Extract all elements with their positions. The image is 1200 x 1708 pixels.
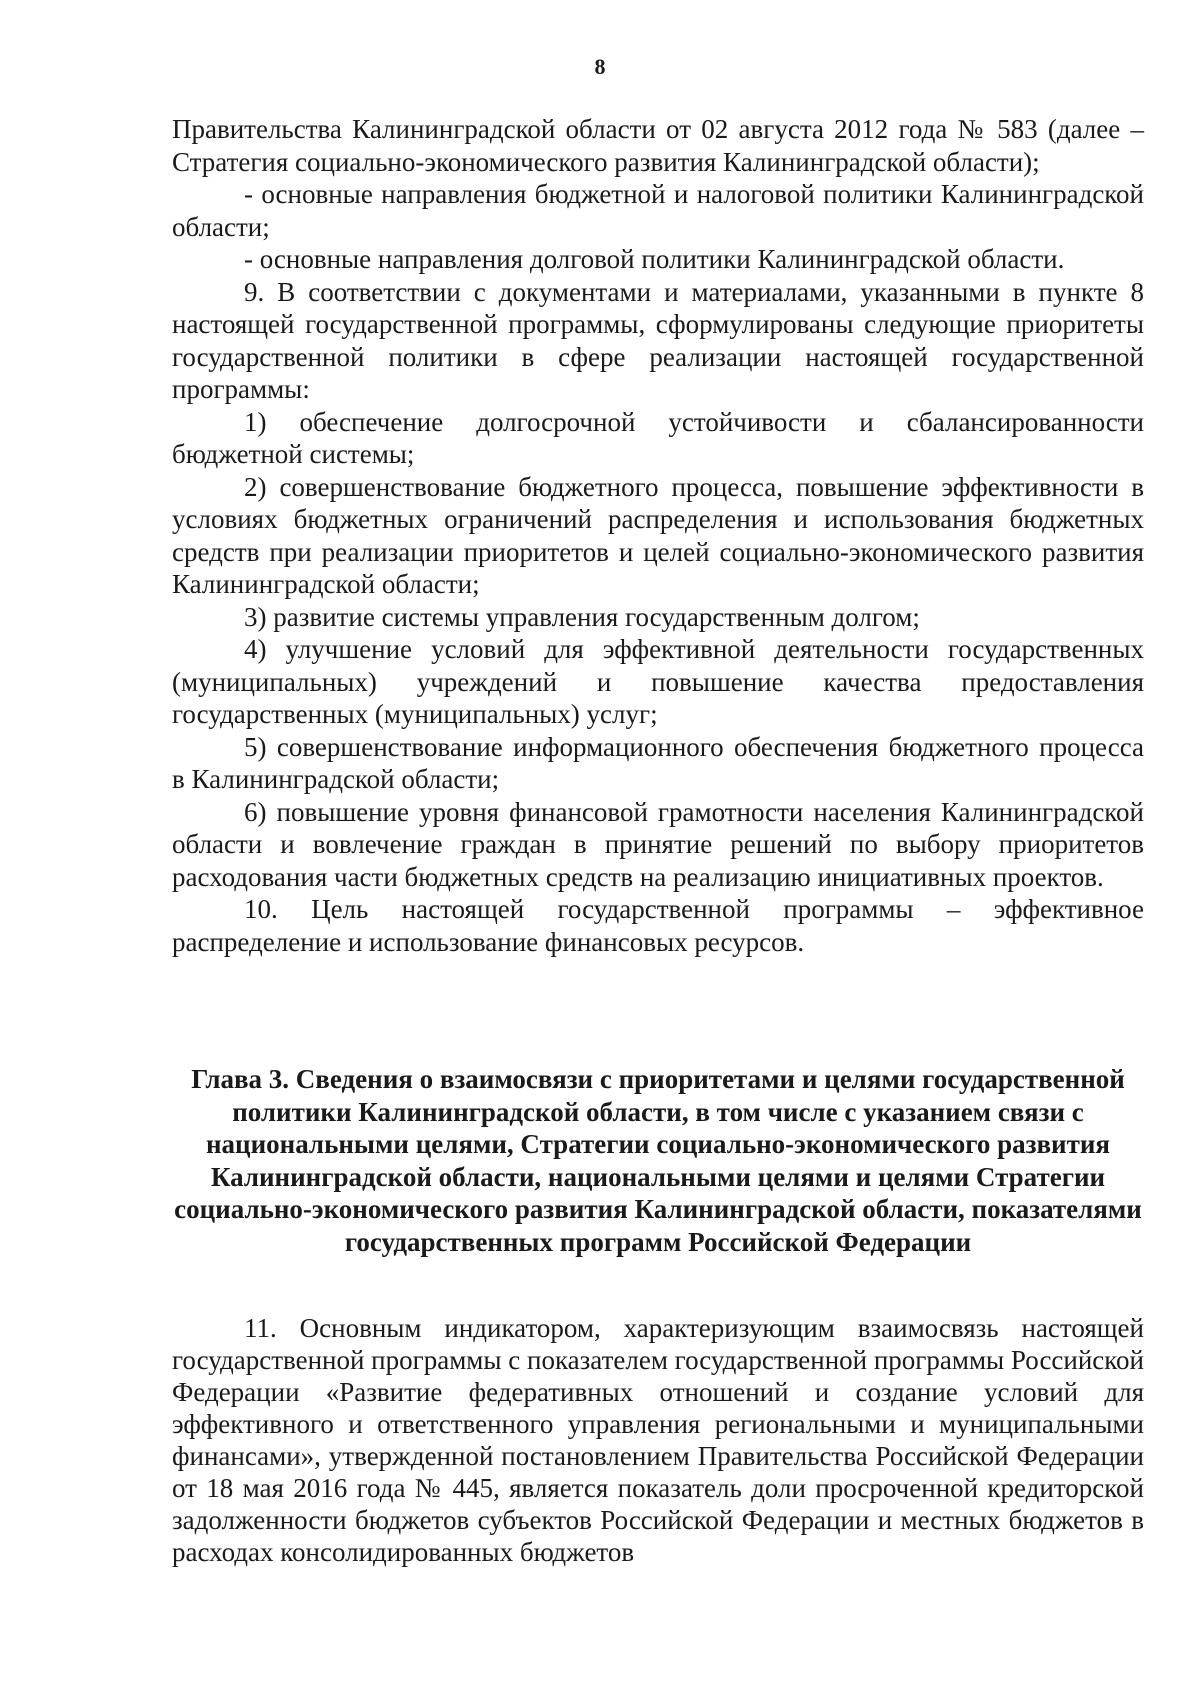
paragraph-strategy-reference: Правительства Калининградской области от 02 августа 2012 года № 583 (далее – Стратегия социально-экономического развития Калининградской области); [172, 114, 1144, 177]
priority-item-3: 3) развитие системы управления государственным долгом; [244, 601, 920, 632]
paragraph-budget-tax-policy: - основные направления бюджетной и налоговой политики Калининградской области; [172, 179, 1144, 242]
body-text-top [172, 113, 1144, 958]
paragraph-item-11: 11. Основным индикатором, характеризующим взаимосвязь настоящей государственной программы с показателем государственной программы Российской Федерации «Развитие федеративных отношений и создание условий для эффективного и ответственного управления региональными и муниципальными финансами», утвержденной постановлением Правительства Российской Федерации от 18 мая 2016 года № 445, является показатель доли просроченной кредиторской задолженности бюджетов субъектов Российской Федерации и местных бюджетов в расходах консолидированных бюджетов [172, 1313, 1144, 1567]
priority-item-4: 4) улучшение условий для эффективной деятельности государственных (муниципальных) учреждений и повышение качества предоставления государственных (муниципальных) услуг; [172, 634, 1144, 729]
page-number: 8 [594, 54, 606, 79]
body-text-bottom [172, 1312, 1144, 1568]
chapter-3-heading: Глава 3. Сведения о взаимосвязи с приоритетами и целями государственной политики Калининградской области, в том числе с указанием связи с национальными целями, Стратегии социально-экономического развития Калининградской области, национальными целями и целями Стратегии социально-экономического развития Калининградской области, показателями государственных программ Российской Федерации [174, 1064, 1142, 1257]
priority-item-1: 1) обеспечение долгосрочной устойчивости и сбалансированности бюджетной системы; [172, 406, 1144, 469]
paragraph-item-10: 10. Цель настоящей государственной программы – эффективное распределение и использование финансовых ресурсов. [172, 894, 1144, 957]
paragraph-debt-policy: - основные направления долговой политики Калининградской области. [244, 244, 1065, 274]
priority-item-5: 5) совершенствование информационного обеспечения бюджетного процесса в Калининградской области; [172, 731, 1144, 794]
paragraph-item-9: 9. В соответствии с документами и материалами, указанными в пункте 8 настоящей государственной программы, сформулированы следующие приоритеты государственной политики в сфере реализации настоящей государственной программы: [172, 276, 1144, 404]
priority-item-2: 2) совершенствование бюджетного процесса, повышение эффективности в условиях бюджетных ограничений распределения и использования бюджетных средств при реализации приоритетов и целей социально-экономического развития Калининградской области; [172, 471, 1144, 599]
priority-item-6: 6) повышение уровня финансовой грамотности населения Калининградской области и вовлечение граждан в принятие решений по выбору приоритетов расходования части бюджетных средств на реализацию инициативных проектов. [172, 796, 1144, 892]
